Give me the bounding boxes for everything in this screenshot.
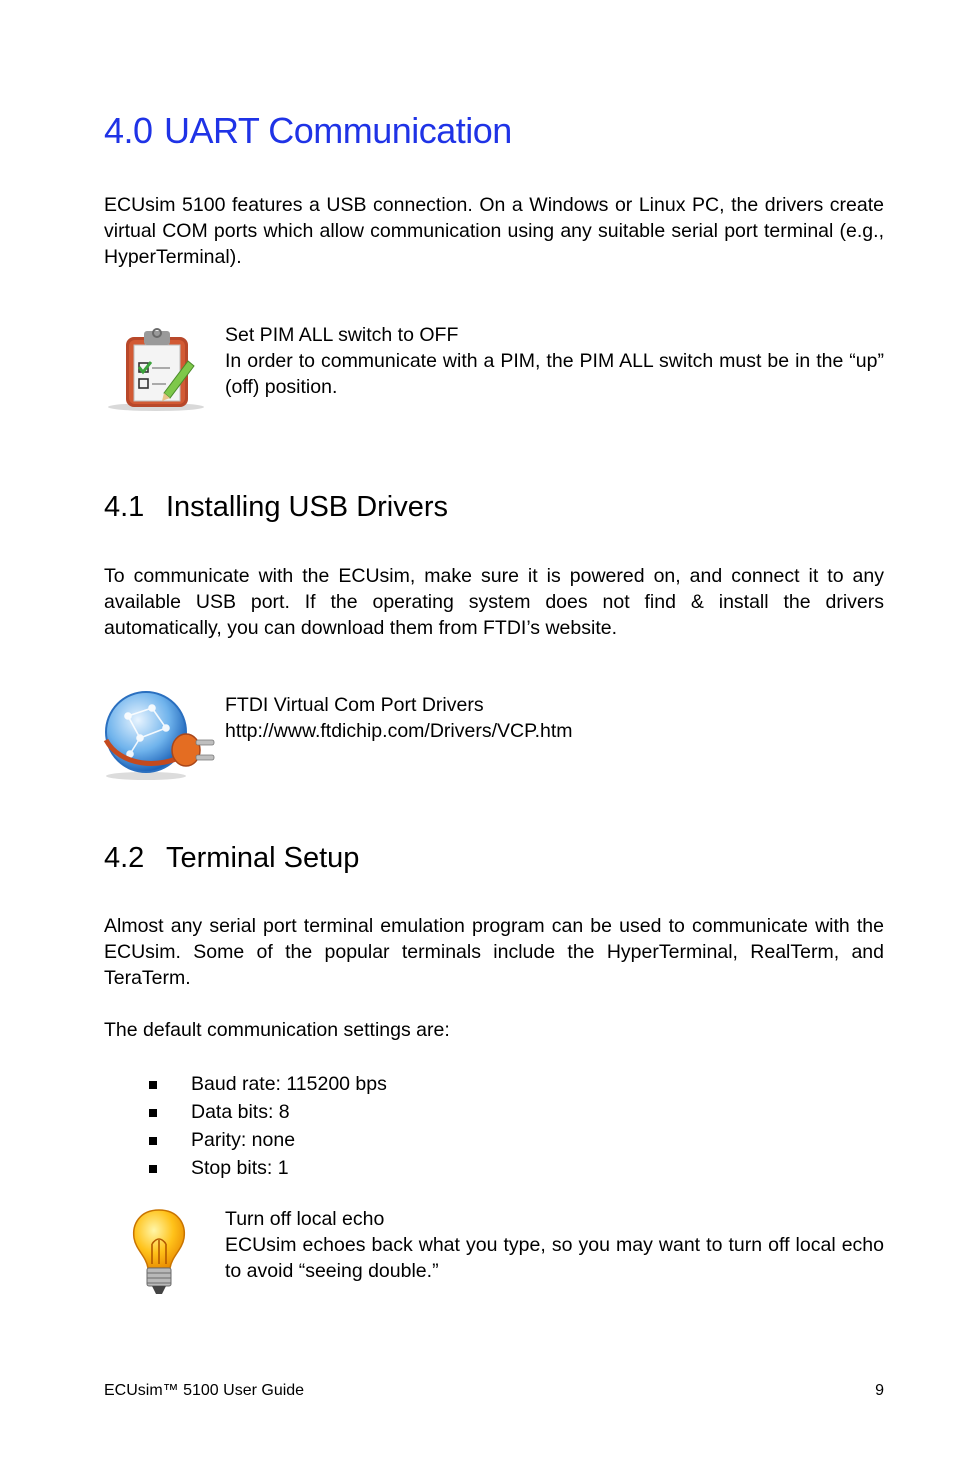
footer-doc-title: ECUsim™ 5100 User Guide xyxy=(104,1382,305,1399)
section-number: 4.1 xyxy=(104,491,145,523)
lightbulb-icon xyxy=(128,1206,190,1298)
bullet-square-icon xyxy=(149,1081,157,1089)
note-ftdi-drivers xyxy=(225,692,884,744)
section-number: 4.0 xyxy=(104,110,153,151)
list-item: Parity: none xyxy=(104,1126,387,1154)
checklist-clipboard-icon xyxy=(104,323,212,413)
section-heading-installing-usb-drivers xyxy=(104,491,448,524)
list-item: Baud rate: 115200 bps xyxy=(104,1070,387,1098)
note-local-echo xyxy=(225,1206,884,1284)
note-pim-switch xyxy=(225,322,884,400)
intro-paragraph: ECUsim 5100 features a USB connection. On a Windows or Linux PC, the drivers create virtual COM ports which allow communication using any suitable serial port terminal (e.g., HyperTerminal). xyxy=(104,194,884,268)
terminal-paragraph: Almost any serial port terminal emulation program can be used to communicate with the ECUsim. Some of the popular terminals include the HyperTerminal, RealTerm, and TeraTerm. xyxy=(104,915,884,989)
section-number: 4.2 xyxy=(104,842,145,874)
settings-intro: The default communication settings are: xyxy=(104,1019,450,1041)
bullet-square-icon xyxy=(149,1165,157,1173)
footer-page-number: 9 xyxy=(875,1382,884,1399)
section-heading-uart-communication xyxy=(104,110,512,152)
list-item: Stop bits: 1 xyxy=(104,1154,387,1182)
note-echo-title: Turn off local echo xyxy=(225,1208,385,1230)
bullet-square-icon xyxy=(149,1109,157,1117)
globe-plug-icon xyxy=(100,688,218,782)
bullet-square-icon xyxy=(149,1137,157,1145)
settings-list xyxy=(104,1070,387,1182)
note-pim-title: Set PIM ALL switch to OFF xyxy=(225,324,459,346)
ftdi-drivers-link[interactable]: http://www.ftdichip.com/Drivers/VCP.htm xyxy=(225,720,573,742)
note-echo-body: ECUsim echoes back what you type, so you may want to turn off local echo to avoid “seeing double.” xyxy=(225,1234,884,1282)
section-heading-terminal-setup xyxy=(104,842,359,875)
drivers-paragraph: To communicate with the ECUsim, make sure it is powered on, and connect it to any available USB port. If the operating system does not find & install the drivers automatically, you can download them from FTDI’s website. xyxy=(104,565,884,639)
section-title: UART Communication xyxy=(164,110,512,151)
note-ftdi-title: FTDI Virtual Com Port Drivers xyxy=(225,694,484,716)
note-pim-body: In order to communicate with a PIM, the PIM ALL switch must be in the “up” (off) position. xyxy=(225,350,884,398)
section-title: Installing USB Drivers xyxy=(166,491,449,523)
list-item: Data bits: 8 xyxy=(104,1098,387,1126)
section-title: Terminal Setup xyxy=(166,842,360,874)
